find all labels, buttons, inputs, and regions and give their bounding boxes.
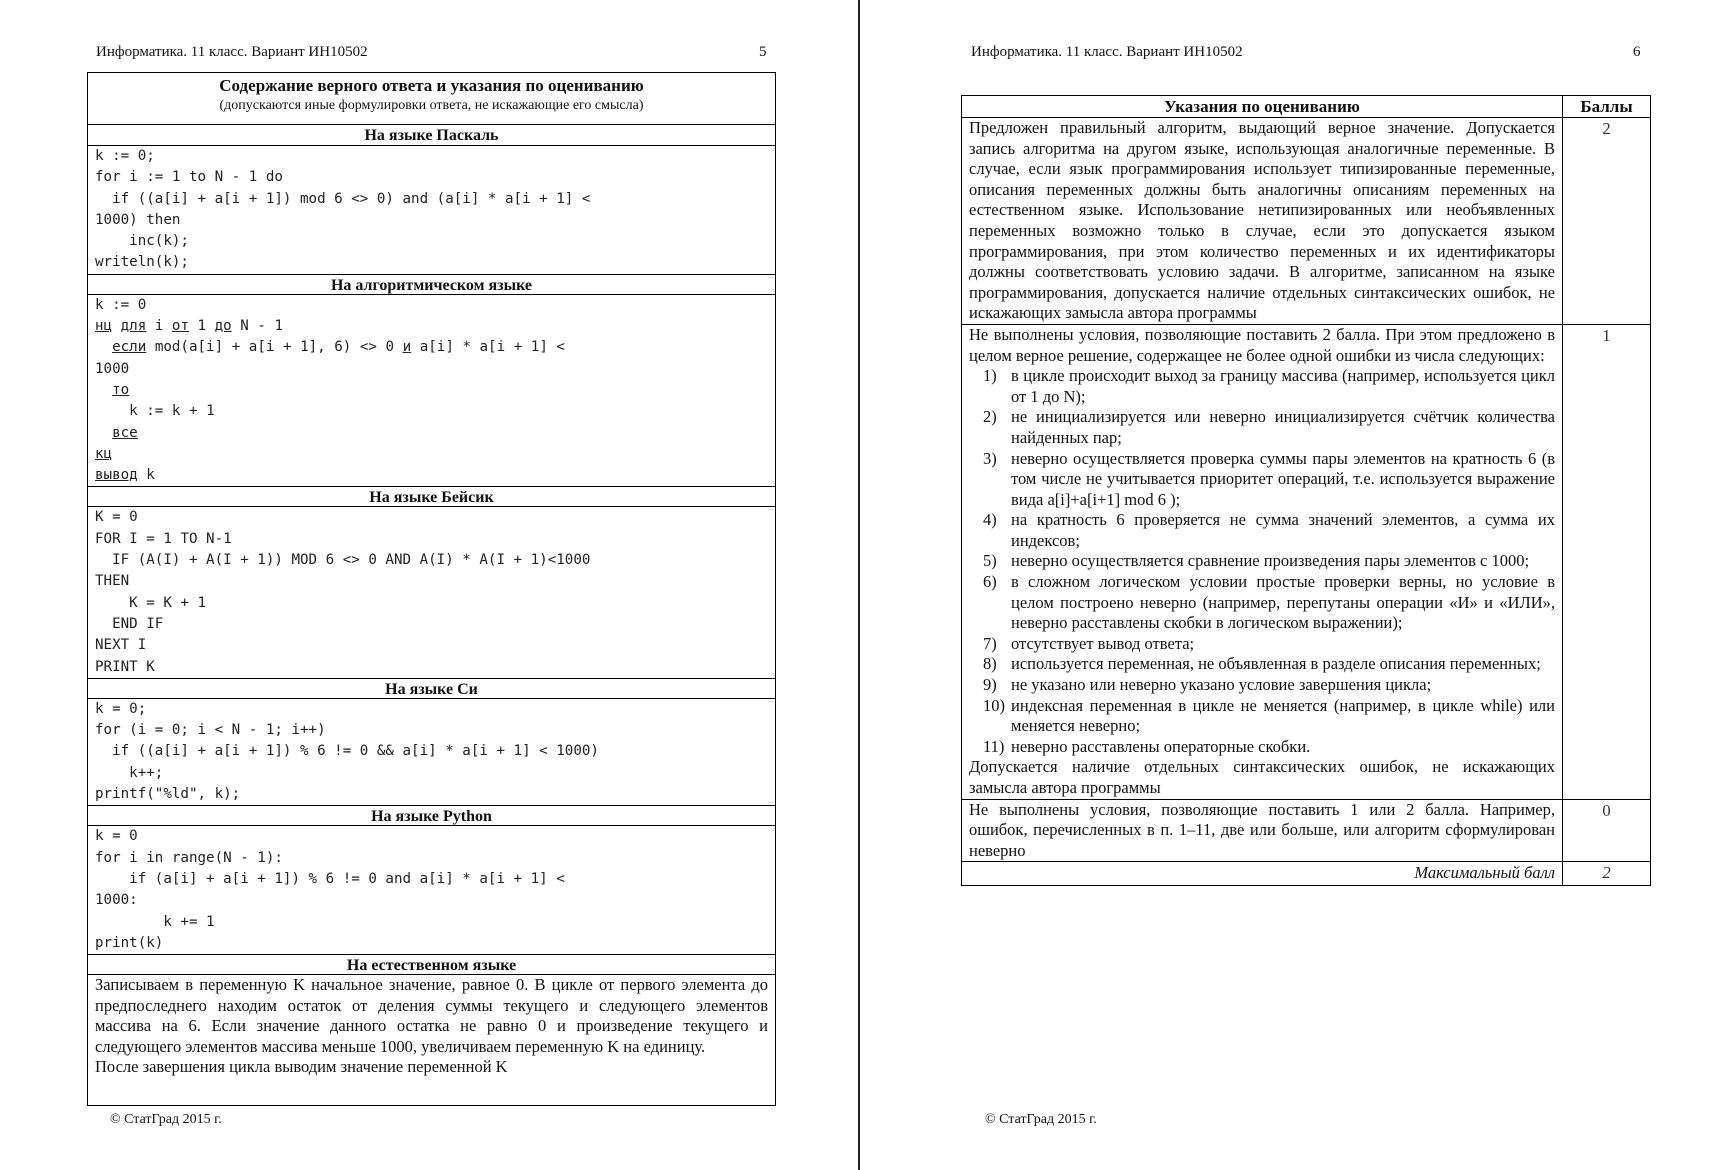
list-item-text: в сложном логическом условии простые проверки верны, но условие в целом построено неверно (например, перепутаны операции «И» и «ИЛИ», неверно расставлены скобки в логическом выражении); <box>1011 572 1555 633</box>
list-item-text: не инициализируется или неверно инициализируется счётчик количества найденных пар; <box>1011 407 1555 447</box>
list-item <box>983 696 1555 737</box>
table-row <box>962 799 1651 862</box>
code-python: k = 0 for i in range(N - 1): if (a[i] + a[i + 1]) % 6 != 0 and a[i] * a[i + 1] < 1000: k += 1 print(k) <box>95 828 565 951</box>
code-algo <box>88 295 775 487</box>
list-item <box>983 551 1555 572</box>
list-item-text: на кратность 6 проверяется не сумма значений элементов, а сумма их индексов; <box>1011 510 1555 550</box>
code-line: k := 0 <box>95 296 147 313</box>
list-item-text: отсутствует вывод ответа; <box>1011 633 1195 653</box>
code-line: все <box>112 424 138 441</box>
code-line: вывод k <box>95 467 155 484</box>
list-item-number: 10) <box>983 695 1005 715</box>
list-item-number: 2) <box>983 407 997 427</box>
table-row <box>962 324 1651 799</box>
header-title: Информатика. 11 класс. Вариант ИН10502 <box>971 44 1243 60</box>
criteria-1-point <box>962 324 1563 799</box>
code-line: 1000 <box>95 360 130 377</box>
list-item-number: 6) <box>983 572 997 592</box>
section-title-basic: На языке Бейсик <box>88 486 775 507</box>
criteria-2-points <box>962 118 1563 325</box>
page-divider <box>858 0 860 1170</box>
page-footer: © СтатГрад 2015 г. <box>985 1112 1097 1127</box>
table-header-row <box>962 96 1651 118</box>
page-6 <box>861 0 1718 1170</box>
code-basic: K = 0 FOR I = 1 TO N-1 IF (A(I) + A(I + 1)) MOD 6 <> 0 AND A(I) * A(I + 1)<1000 THEN K = K + 1 END IF NEXT I PRINT K <box>95 509 591 675</box>
section-title-algo: На алгоритмическом языке <box>88 274 775 295</box>
list-item-text: неверно расставлены операторные скобки. <box>1011 736 1311 756</box>
list-item <box>983 449 1555 511</box>
points-value: 0 <box>1563 799 1651 862</box>
list-item <box>983 634 1555 655</box>
answer-box-header <box>88 73 775 125</box>
code-line: если mod(a[i] + a[i + 1], 6) <> 0 и a[i] * a[i + 1] < <box>112 339 565 356</box>
natural-paragraph-2: После завершения цикла выводим значение переменной K <box>95 1057 508 1077</box>
list-item-text: используется переменная, не объявленная в разделе описания переменных; <box>1011 654 1541 674</box>
page-5 <box>0 0 858 1170</box>
list-item-text: в цикле происходит выход за границу массива (например, используется цикл от 1 до N); <box>1011 366 1555 406</box>
list-item-number: 8) <box>983 654 997 674</box>
max-score-label: Максимальный балл <box>962 862 1563 886</box>
grading-table <box>961 95 1651 886</box>
criteria-outro: Допускается наличие отдельных синтаксических ошибок, не искажающих замысла автора программы <box>969 757 1555 797</box>
list-item <box>983 654 1555 675</box>
answer-box-subtitle: (допускаются иные формулировки ответа, не искажающие его смысла) <box>219 98 644 113</box>
code-line: то <box>112 381 130 398</box>
list-item <box>983 675 1555 696</box>
code-line: k := k + 1 <box>129 403 215 420</box>
table-row-max <box>962 862 1651 886</box>
criteria-text: Не выполнены условия, позволяющие поставить 1 или 2 балла. Например, ошибок, перечисленных в п. 1–11, две или больше, или алгоритм сформулирован неверно <box>969 799 1555 860</box>
points-value: 2 <box>1563 118 1651 325</box>
criteria-intro: Не выполнены условия, позволяющие поставить 2 балла. При этом предложено в целом верное решение, содержащее не более одной ошибки из числа следующих: <box>969 324 1555 365</box>
list-item <box>983 366 1555 407</box>
section-title-c: На языке Си <box>88 678 775 699</box>
list-item-number: 4) <box>983 510 997 530</box>
natural-paragraph-1: Записываем в переменную K начальное значение, равное 0. В цикле от первого элемента до предпоследнего находим остаток от деления суммы текущего и следующего элементов массива на 6. Если значение данного остатка не равно 0 и произведение текущего и следующего элементов массива меньше 1000, увеличиваем переменную K на единицу. <box>95 975 768 1056</box>
column-header-points: Баллы <box>1563 96 1651 118</box>
max-score-value: 2 <box>1563 862 1651 886</box>
list-item-text: неверно осуществляется проверка суммы пары элементов на кратность 6 (в том числе не учитывается приоритет операций, т.е. используется выражение вида a[i]+a[i+1] mod 6 ); <box>1011 448 1555 509</box>
page-number: 5 <box>759 44 767 60</box>
section-title-python: На языке Python <box>88 805 775 826</box>
list-item-number: 11) <box>983 736 1005 756</box>
list-item-number: 1) <box>983 366 997 386</box>
list-item-text: неверно осуществляется сравнение произведения пары элементов с 1000; <box>1011 551 1530 571</box>
section-title-natural: На естественном языке <box>88 954 775 975</box>
list-item-text: не указано или неверно указано условие завершения цикла; <box>1011 675 1432 695</box>
criteria-0-points <box>962 799 1563 862</box>
code-pascal: k := 0; for i := 1 to N - 1 do if ((a[i] + a[i + 1]) mod 6 <> 0) and (a[i] * a[i + 1] < 1000) then inc(k); writeln(k); <box>95 148 591 271</box>
list-item-number: 9) <box>983 675 997 695</box>
points-value: 1 <box>1563 324 1651 799</box>
code-line: нц для i от 1 до N - 1 <box>95 318 284 335</box>
natural-language-description <box>88 975 775 1078</box>
header-title: Информатика. 11 класс. Вариант ИН10502 <box>96 44 368 60</box>
answer-box <box>87 72 776 1106</box>
page-footer: © СтатГрад 2015 г. <box>110 1112 222 1127</box>
error-list <box>969 366 1555 757</box>
list-item <box>983 407 1555 448</box>
table-row <box>962 118 1651 325</box>
list-item-number: 3) <box>983 448 997 468</box>
list-item-number: 5) <box>983 551 997 571</box>
list-item <box>983 510 1555 551</box>
list-item <box>983 572 1555 634</box>
column-header-criteria: Указания по оцениванию <box>962 96 1563 118</box>
list-item <box>983 737 1555 758</box>
answer-box-title: Содержание верного ответа и указания по оцениванию <box>219 76 644 95</box>
section-title-pascal: На языке Паскаль <box>88 125 775 146</box>
code-c: k = 0; for (i = 0; i < N - 1; i++) if ((a[i] + a[i + 1]) % 6 != 0 && a[i] * a[i + 1] < 1000) k++; printf("%ld", k); <box>95 700 599 803</box>
list-item-number: 7) <box>983 633 997 653</box>
criteria-text: Предложен правильный алгоритм, выдающий верное значение. Допускается запись алгоритма на другом языке, использующая аналогичные переменные. В случае, если язык программирования использует типизированные переменные, описания переменных должны быть аналогичны описаниям переменных на естественном языке. Использование нетипизированных или необъявленных переменных возможно только в случае, если это допускается языком программирования, при этом количество переменных и их идентификаторы должны соответствовать условию задачи. В алгоритме, записанном на языке программирования, допускается наличие отдельных синтаксических ошибок, не искажающих замысла автора программы <box>969 118 1555 323</box>
list-item-text: индексная переменная в цикле не меняется (например, в цикле while) или меняется неверно; <box>1011 695 1555 736</box>
page-number: 6 <box>1633 44 1641 60</box>
code-line: кц <box>95 445 113 462</box>
